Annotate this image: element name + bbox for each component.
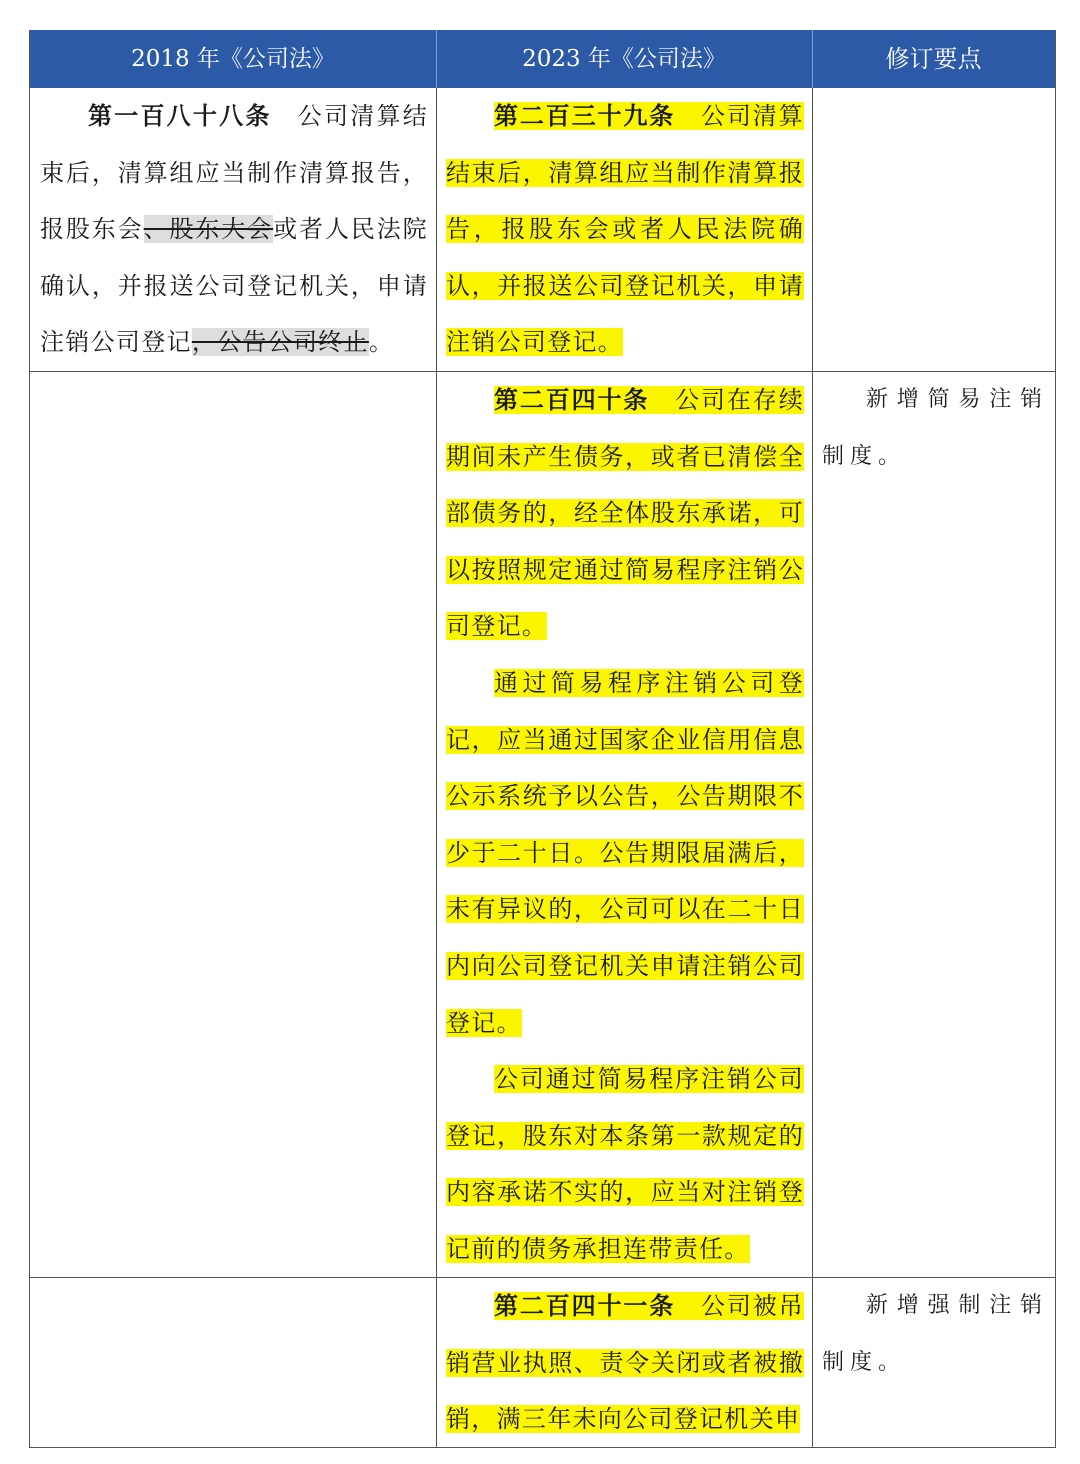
row1-new-cell	[446, 88, 804, 371]
article-text: 公司被吊销营业执照、责令关闭或者被撤销，满三年未向公司登记机关申	[446, 1292, 804, 1434]
revision-note: 新增强制注销制度。	[822, 1293, 1048, 1375]
header-revision-points: 修订要点	[885, 45, 982, 73]
deleted-text: 、股东大会	[143, 215, 274, 244]
row2-note-cell	[822, 372, 1048, 485]
header-2023-law: 2023 年《公司法》	[522, 46, 726, 72]
article-239-text	[446, 88, 804, 371]
deleted-text: ，公告公司终止	[191, 328, 369, 357]
article-240-para-1	[446, 372, 804, 655]
column-divider	[812, 88, 813, 1447]
article-text: 公司在存续期间未产生债务，或者已清偿全部债务的，经全体股东承诺，可以按照规定通过简易程序注销公司登记。	[446, 386, 804, 641]
revision-note: 新增简易注销制度。	[822, 387, 1048, 469]
article-text: 公司清算结束后，清算组应当制作清算报告，报股东会或者人民法院确认，并报送公司登记机关，申请注销公司登记。	[446, 102, 804, 357]
article-text: 或者人民法院确认，并报送公司登记机关，申请注销公司登记	[40, 215, 428, 357]
column-divider	[436, 88, 437, 1447]
table-header	[30, 30, 1055, 88]
article-title: 第一百八十八条	[88, 101, 272, 130]
article-text: 公司清算结束后，清算组应当制作清算报告，报股东会	[40, 102, 428, 244]
row1-old-cell	[40, 88, 428, 371]
row2-new-cell	[446, 372, 804, 1278]
article-title: 第二百四十条	[494, 385, 650, 414]
article-title: 第二百三十九条	[494, 101, 676, 130]
row3-new-cell	[446, 1278, 804, 1448]
article-text: 。	[368, 328, 395, 357]
article-188-text	[40, 88, 428, 371]
article-text: 公司通过简易程序注销公司登记，股东对本条第一款规定的内容承诺不实的，应当对注销登记前的债务承担连带责任。	[446, 1065, 804, 1263]
article-title: 第二百四十一条	[494, 1291, 676, 1320]
article-text: 通过简易程序注销公司登记，应当通过国家企业信用信息公示系统予以公告，公告期限不少于二十日。公告期限届满后，未有异议的，公司可以在二十日内向公司登记机关申请注销公司登记。	[446, 668, 804, 1037]
row3-note-cell	[822, 1278, 1048, 1391]
header-2018-law: 2018 年《公司法》	[131, 46, 335, 72]
article-240-para-2	[446, 655, 804, 1051]
article-240-para-3	[446, 1051, 804, 1277]
comparison-table	[29, 30, 1056, 1448]
article-241-text	[446, 1278, 804, 1448]
